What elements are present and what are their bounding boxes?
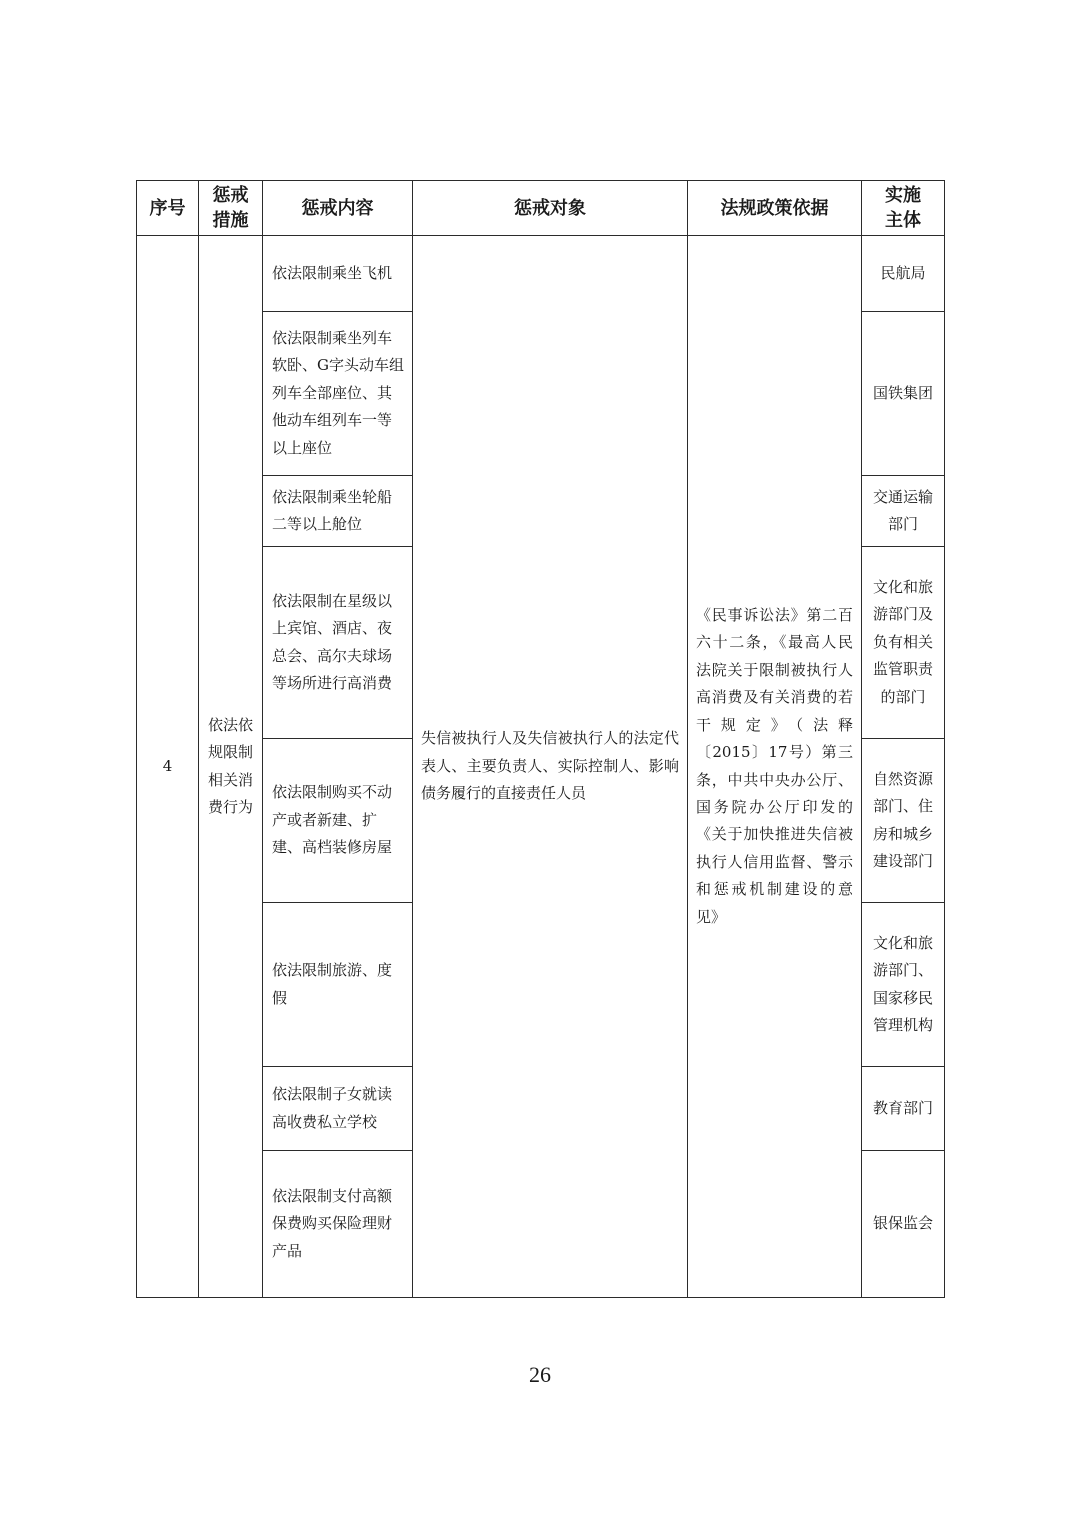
- agency-cell-culture: 文化和旅游部门及负有相关监管职责的部门: [862, 547, 945, 739]
- agency-cell-railway: 国铁集团: [862, 312, 945, 476]
- agency-cell-housing: 自然资源部门、住房和城乡建设部门: [862, 739, 945, 903]
- target-cell: 失信被执行人及失信被执行人的法定代表人、主要负责人、实际控制人、影响债务履行的直接责任人员: [413, 236, 688, 1298]
- agency-cell-cbirc: 银保监会: [862, 1151, 945, 1298]
- basis-cell: 《民事诉讼法》第二百六十二条，《最高人民法院关于限制被执行人高消费及有关消费的若干规定》（法释〔2015〕17号）第三条，中共中央办公厅、国务院办公厅印发的《关于加快推进失信被执行人信用监督、警示和惩戒机制建设的意见》: [688, 236, 862, 1298]
- content-cell-school: 依法限制子女就读高收费私立学校: [263, 1067, 413, 1151]
- header-measure-line2: 措施: [212, 210, 249, 231]
- content-cell-travel: 依法限制旅游、度假: [263, 903, 413, 1067]
- header-measure: [199, 181, 263, 236]
- header-measure-line1: 惩戒: [212, 185, 249, 206]
- table-row: [137, 236, 945, 312]
- content-cell-property: 依法限制购买不动产或者新建、扩建、高档装修房屋: [263, 739, 413, 903]
- agency-cell-immigration: 文化和旅游部门、国家移民管理机构: [862, 903, 945, 1067]
- agency-cell-transport: 交通运输部门: [862, 476, 945, 547]
- header-agency: [862, 181, 945, 236]
- agency-cell-education: 教育部门: [862, 1067, 945, 1151]
- header-basis: 法规政策依据: [688, 181, 862, 236]
- header-agency-line2: 主体: [885, 210, 921, 231]
- header-target: 惩戒对象: [413, 181, 688, 236]
- content-cell-train: 依法限制乘坐列车软卧、G字头动车组列车全部座位、其他动车组列车一等以上座位: [263, 312, 413, 476]
- punishment-table: [136, 180, 945, 1298]
- content-cell-insurance: 依法限制支付高额保费购买保险理财产品: [263, 1151, 413, 1298]
- header-agency-line1: 实施: [885, 185, 921, 206]
- page-number: 26: [529, 1362, 551, 1387]
- content-cell-hotel: 依法限制在星级以上宾馆、酒店、夜总会、高尔夫球场等场所进行高消费: [263, 547, 413, 739]
- seq-cell: 4: [137, 236, 199, 1298]
- content-cell-ship: 依法限制乘坐轮船二等以上舱位: [263, 476, 413, 547]
- header-seq: 序号: [137, 181, 199, 236]
- agency-cell-caac: 民航局: [862, 236, 945, 312]
- header-content: 惩戒内容: [263, 181, 413, 236]
- measure-cell: 依法依规限制相关消费行为: [199, 236, 263, 1298]
- content-cell-flight: 依法限制乘坐飞机: [263, 236, 413, 312]
- punishment-table-container: [136, 180, 944, 1298]
- table-header-row: [137, 181, 945, 236]
